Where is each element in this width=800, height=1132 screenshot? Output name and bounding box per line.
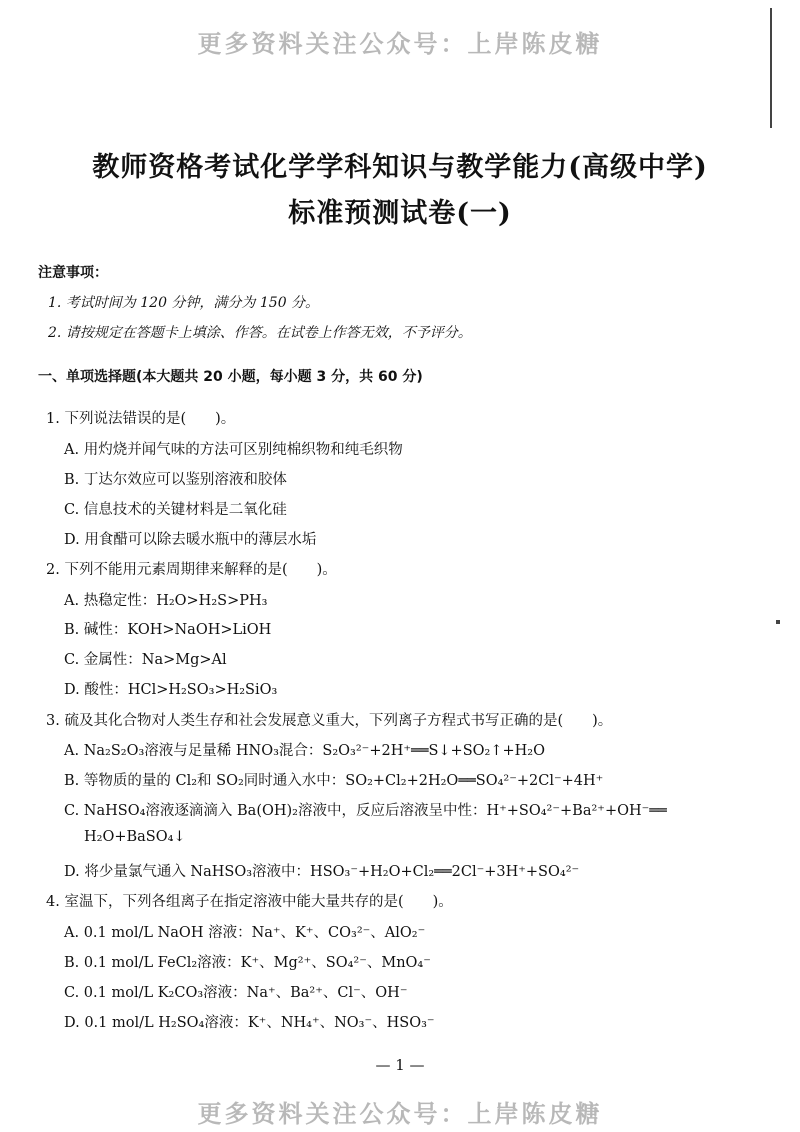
question-option-continuation: H₂O+BaSO₄↓ xyxy=(84,829,186,845)
section-heading: 一、单项选择题(本大题共 20 小题，每小题 3 分，共 60 分) xyxy=(38,369,423,385)
question-option: D. 用食醋可以除去暖水瓶中的薄层水垢 xyxy=(64,532,317,548)
question-option: D. 酸性：HCl>H₂SO₃>H₂SiO₃ xyxy=(64,682,278,698)
question-option: D. 将少量氯气通入 NaHSO₃溶液中：HSO₃⁻+H₂O+Cl₂══2Cl⁻+3H⁺+SO₄²⁻ xyxy=(64,864,580,880)
question-stem: 3. 硫及其化合物对人类生存和社会发展意义重大，下列离子方程式书写正确的是( )。 xyxy=(46,713,613,729)
notice-item: 1. 考试时间为 120 分钟，满分为 150 分。 xyxy=(48,295,320,311)
question-option: C. 0.1 mol/L K₂CO₃溶液：Na⁺、Ba²⁺、Cl⁻、OH⁻ xyxy=(64,985,408,1001)
question-option: B. 0.1 mol/L FeCl₂溶液：K⁺、Mg²⁺、SO₄²⁻、MnO₄⁻ xyxy=(64,955,431,971)
watermark-top: 更多资料关注公众号：上岸陈皮糖 xyxy=(197,30,603,58)
notice-item: 2. 请按规定在答题卡上填涂、作答。在试卷上作答无效，不予评分。 xyxy=(48,325,472,341)
page-number: — 1 — xyxy=(375,1056,425,1074)
question-stem: 2. 下列不能用元素周期律来解释的是( )。 xyxy=(46,562,337,578)
question-option: A. 用灼烧并闻气味的方法可区别纯棉织物和纯毛织物 xyxy=(64,442,403,458)
exam-title-line-2: 标准预测试卷(一) xyxy=(288,198,512,229)
question-option: C. NaHSO₄溶液逐滴滴入 Ba(OH)₂溶液中，反应后溶液呈中性：H⁺+SO₄²⁻+Ba²⁺+OH⁻══ xyxy=(64,803,667,819)
question-stem: 4. 室温下，下列各组离子在指定溶液中能大量共存的是( )。 xyxy=(46,894,453,910)
exam-title-line-1: 教师资格考试化学学科知识与教学能力(高级中学) xyxy=(92,152,708,183)
notice-heading: 注意事项： xyxy=(38,265,108,281)
question-option: B. 丁达尔效应可以鉴别溶液和胶体 xyxy=(64,472,287,488)
question-stem: 1. 下列说法错误的是( )。 xyxy=(46,411,236,427)
question-option: B. 碱性：KOH>NaOH>LiOH xyxy=(64,622,272,638)
question-option: D. 0.1 mol/L H₂SO₄溶液：K⁺、NH₄⁺、NO₃⁻、HSO₃⁻ xyxy=(64,1015,435,1031)
question-option: B. 等物质的量的 Cl₂和 SO₂同时通入水中：SO₂+Cl₂+2H₂O══SO₄²⁻+2Cl⁻+4H⁺ xyxy=(64,773,604,789)
page-edge-mark xyxy=(776,620,780,624)
question-option: C. 金属性：Na>Mg>Al xyxy=(64,652,227,668)
question-option: A. 0.1 mol/L NaOH 溶液：Na⁺、K⁺、CO₃²⁻、AlO₂⁻ xyxy=(64,925,426,941)
question-option: A. Na₂S₂O₃溶液与足量稀 HNO₃混合：S₂O₃²⁻+2H⁺══S↓+SO₂↑+H₂O xyxy=(64,743,545,759)
page-edge-line xyxy=(770,8,772,128)
watermark-bottom: 更多资料关注公众号：上岸陈皮糖 xyxy=(197,1100,603,1128)
question-option: A. 热稳定性：H₂O>H₂S>PH₃ xyxy=(64,593,268,609)
question-option: C. 信息技术的关键材料是二氧化硅 xyxy=(64,502,287,518)
